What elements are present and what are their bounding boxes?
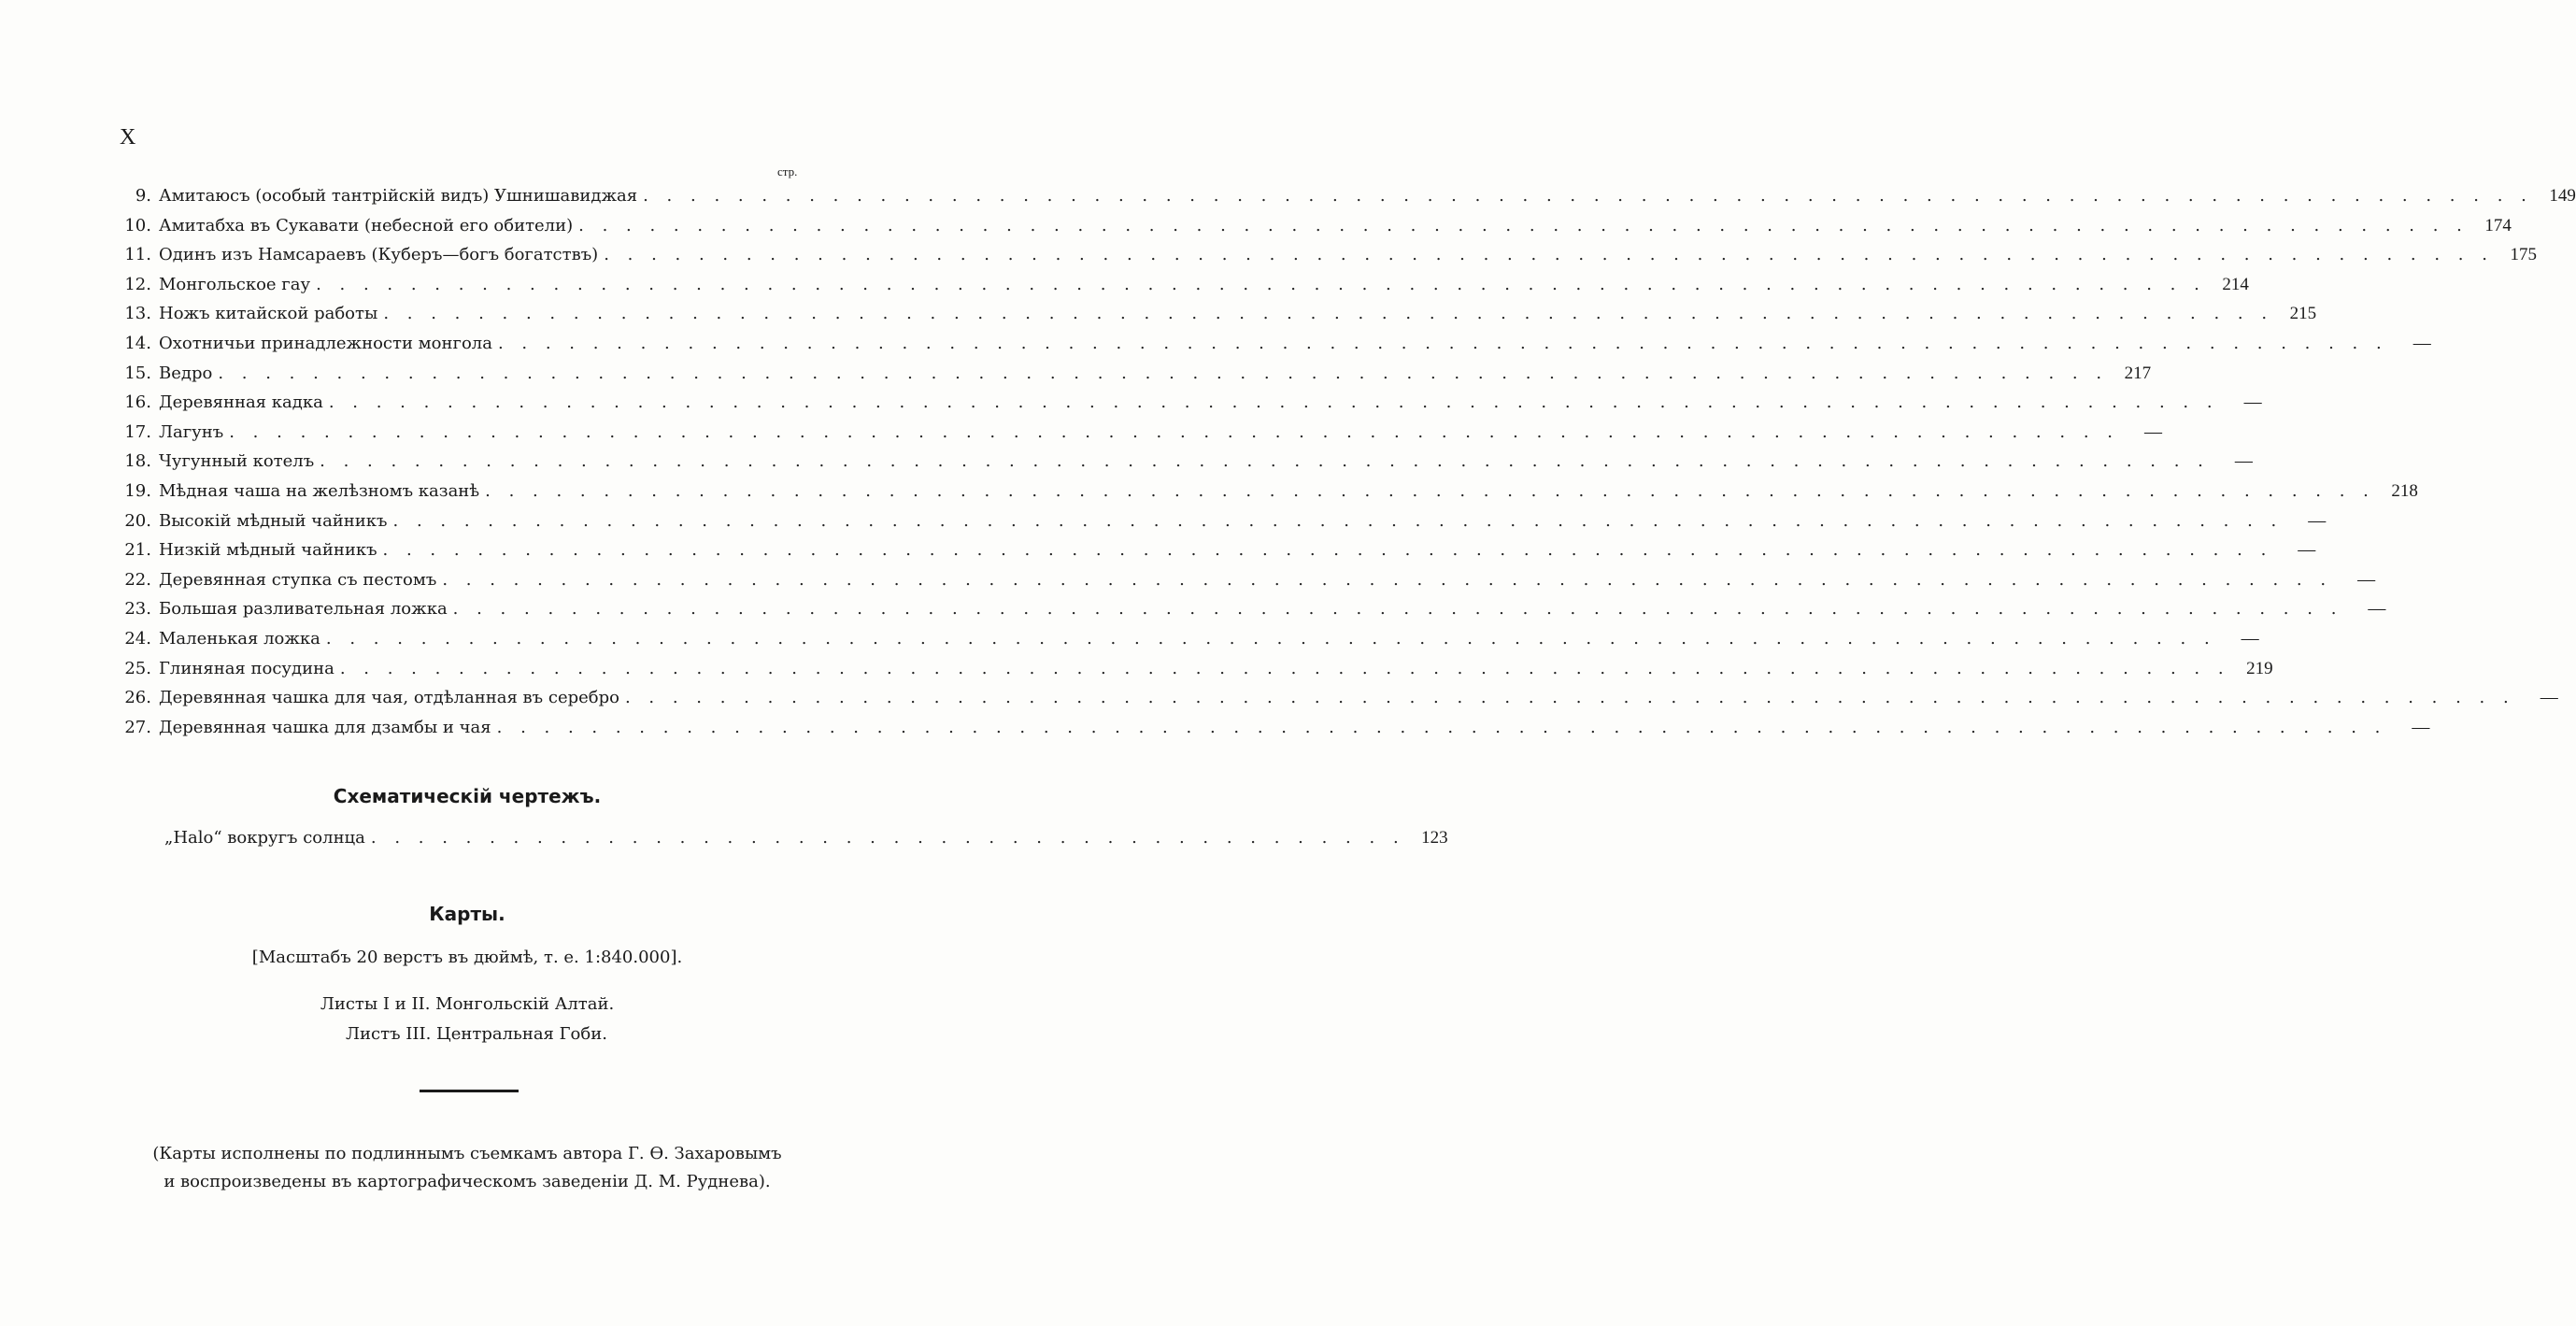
toc-row xyxy=(112,506,2327,536)
leader-dots: . . . . . . . . . . . . . . . . . . . . . . . . . . . . . . . . . . . . . . . . . . . . . . . . . . . . . . . . . . . . . . . . . . . . . . . . . . . . . . . . xyxy=(328,392,2219,413)
maps-sheet-1: Листы I и II. Монгольскій Алтай. xyxy=(320,994,615,1014)
leader-dots: . . . . . . . . . . . . . . . . . . . . . . . . . . . . . . . . . . . . . . . . . . . . . . . . . . . . . . . . . . . . . . . . . . . . . . . . . . . . . . . . xyxy=(578,215,2469,235)
toc-page: 149 xyxy=(2549,186,2576,206)
leader-dots: . . . . . . . . . . . . . . . . . . . . . . . . . . . . . . . . . . . . . . . . . . . . . . . . . . . . . . . . . . . . . . . . . . . . . . . . . . . . . . . . xyxy=(442,569,2333,590)
toc-title: Лагунъ xyxy=(159,421,224,442)
toc-title: Высокій мѣдный чайникъ xyxy=(159,510,388,531)
toc-number: 11. xyxy=(124,245,151,265)
toc-page: 219 xyxy=(2246,658,2273,678)
toc-title: Большая разливательная ложка xyxy=(159,599,448,620)
toc-page: — xyxy=(2241,628,2259,649)
toc-page: — xyxy=(2143,421,2162,442)
toc-page: — xyxy=(2412,717,2430,737)
toc-page: — xyxy=(2357,569,2376,590)
toc-number: 17. xyxy=(124,421,151,442)
toc-title: Ножъ китайской работы xyxy=(159,304,378,324)
toc-page: 215 xyxy=(2289,304,2317,324)
schematic-entry xyxy=(164,828,1448,848)
maps-heading: Карты. xyxy=(429,903,505,925)
footnote-line-1: (Карты исполнены по подлиннымъ съемкамъ автора Г. Ѳ. Захаровымъ xyxy=(152,1144,782,1163)
toc-row xyxy=(112,359,2152,389)
toc-row xyxy=(112,388,2262,418)
toc-page: — xyxy=(2368,599,2386,620)
toc-row xyxy=(112,299,2317,329)
toc-page: — xyxy=(2243,392,2262,413)
toc-page: — xyxy=(2308,510,2327,531)
toc-title: Деревянная ступка съ пестомъ xyxy=(159,569,437,590)
leader-dots: . . . . . . . . . . . . . . . . . . . . . . . . . . . . . . . . . . . . . . . . . . . . . . . . . . . . . . . . . . . . . . . . . . . . . . . . . . . . . . . . xyxy=(229,421,2119,442)
toc-row xyxy=(112,594,2386,624)
toc-page: 175 xyxy=(2510,245,2537,265)
schematic-heading: Схематическій чертежъ. xyxy=(333,785,602,807)
toc-title: Низкій мѣдный чайникъ xyxy=(159,540,377,561)
toc-row xyxy=(112,683,2558,713)
toc-number: 27. xyxy=(124,717,151,737)
toc-title: Деревянная чашка для чая, отдѣланная въ серебро xyxy=(159,688,619,708)
toc-title: Чугунный котелъ xyxy=(159,451,315,472)
toc-page: — xyxy=(2540,688,2558,708)
toc-row xyxy=(112,535,2316,565)
toc-number: 20. xyxy=(124,510,151,531)
toc-page: 217 xyxy=(2124,363,2152,383)
toc-row xyxy=(112,240,2537,270)
leader-dots: . . . . . . . . . . . . . . . . . . . . . . . . . . . . . . . . . . . . . . . . . . . . . . . . . . . . . . . . . . . . . . . . . . . . . . . . . . . . . . . . xyxy=(316,274,2206,294)
toc-number: 24. xyxy=(124,628,151,649)
toc-title: Глиняная посудина xyxy=(159,658,334,678)
toc-number: 22. xyxy=(124,569,151,590)
leader-dots: . . . . . . . . . . . . . . . . . . . . . . . . . . . . . . . . . . . . . . . . . . . . . . . . . . . . . . . . . . . . . . . . . . . . . . . . . . . . . . . . xyxy=(624,688,2515,708)
toc-number: 19. xyxy=(124,480,151,501)
page-column-label: стр. xyxy=(777,164,798,178)
toc-title: Деревянная кадка xyxy=(159,392,323,413)
toc-row xyxy=(112,270,2249,300)
toc-page: 218 xyxy=(2391,480,2418,501)
toc-number: 26. xyxy=(124,688,151,708)
toc-number: 23. xyxy=(124,599,151,620)
schematic-page: 123 xyxy=(1421,828,1448,848)
toc-number: 9. xyxy=(135,186,151,206)
leader-dots: . . . . . . . . . . . . . . . . . . . . . . . . . . . . . . . . . . . . . . . . . . . . . . . . . . . . . . . . . . . . . . . . . . . . . . . . . . . . . . . . xyxy=(218,363,2109,383)
toc-row xyxy=(112,447,2253,477)
toc-row xyxy=(112,329,2431,359)
toc-page: 214 xyxy=(2222,274,2249,294)
leader-dots: . . . . . . . . . . . . . . . . . . . . . . . . . . . . . . . . . . . . . . . . . . . . . . . . . . . . . . . . . . . . . . . . . . . . . . . . . . . . . . . . xyxy=(496,717,2387,737)
toc-list xyxy=(112,181,2576,742)
toc-number: 18. xyxy=(124,451,151,472)
toc-number: 13. xyxy=(124,304,151,324)
leader-dots: . . . . . . . . . . . . . . . . . . . . . . . . . . . . . . . . . . . . . . . . . . . . . . . . . . . . . . . . . . . . . . . . . . . . . . . . . . . . . . . . xyxy=(497,333,2388,353)
footnote-line-2: и воспроизведены въ картографическомъ заведеніи Д. М. Руднева). xyxy=(164,1172,771,1191)
leader-dots: . . . . . . . . . . . . . . . . . . . . . . . . . . . . . . . . . . . . . . . . . . . . . . . . . . . . . . . . . . . . . . . . . . . . . . . . . . . . . . . . xyxy=(604,245,2494,265)
toc-page: — xyxy=(2234,451,2253,472)
leader-dots: . . . . . . . . . . . . . . . . . . . . . . . . . . . . . . . . . . . . . . . . . . . . . . . . . . . . . . . . . . . . . . . . . . . . . . . . . . . . . . . . xyxy=(339,658,2230,678)
toc-number: 21. xyxy=(124,540,151,561)
toc-title: Охотничьи принадлежности монгола xyxy=(159,333,492,353)
leader-dots: . . . . . . . . . . . . . . . . . . . . . . . . . . . . . . . . . . . . . . . . . . . . . . . . . . . . . . . . . . . . . . . . . . . . . . . . . . . . . . . . xyxy=(320,451,2210,472)
toc-number: 12. xyxy=(124,274,151,294)
leader-dots: . . . . . . . . . . . . . . . . . . . . . . . . . . . . . . . . . . . . . . . . . . . . . . . . . . . . . . . . . . . . . . . . . . . . . . . . . . . . . . . . xyxy=(485,480,2375,501)
leader-dots: . . . . . . . . . . . . . . . . . . . . . . . . . . . . . . . . . . . . . . . . . . . . . . . . . . . . . . . . . . . . . . . . . . . . . . . . . . . . . . . . xyxy=(325,628,2216,649)
toc-row xyxy=(112,565,2376,595)
toc-title: Одинъ изъ Намсараевъ (Куберъ—богъ богатствъ) xyxy=(159,245,599,265)
toc-page: — xyxy=(2412,333,2431,353)
toc-title: Амитаюсъ (особый тантрійскій видъ) Ушнишавиджая xyxy=(159,186,638,206)
toc-row xyxy=(112,181,2576,211)
schematic-title: „Halo“ вокругъ солнца xyxy=(164,828,365,848)
leader-dots: . . . . . . . . . . . . . . . . . . . . . . . . . . . . . . . . . . . . . . . . . . . . . . . . . . . . . . . . . . . . . . . . . . . . . . . . . . . . . . . . xyxy=(382,540,2273,561)
toc-number: 16. xyxy=(124,392,151,413)
toc-title: Деревянная чашка для дзамбы и чая xyxy=(159,717,491,737)
toc-title: Амитабха въ Сукавати (небесной его обители) xyxy=(159,215,574,235)
toc-row xyxy=(112,713,2430,743)
leader-dots: . . . . . . . . . . . . . . . . . . . . . . . . . . . . . . . . . . . . . . . . . . . . . . . . . . . . . . . . . . . . . . . . . . . . . . . . . . . . . . . . xyxy=(452,599,2343,620)
toc-page: 174 xyxy=(2484,215,2512,235)
toc-row xyxy=(112,654,2273,684)
leader-dots: . . . . . . . . . . . . . . . . . . . . . . . . . . . . . . . . . . . . . . . . . . . . . . . . . . . . . . . . . . . . . . . . . . . . . . . . . . . . . . . . xyxy=(383,304,2274,324)
leader-dots: . . . . . . . . . . . . . . . . . . . . . . . . . . . . . . . . . . . . . . . . . . . . . . . . . . . . . . . . . . . . . . . . . . . . . . . . . . . . . . . . xyxy=(643,186,2533,206)
page-number: X xyxy=(120,125,136,150)
toc-title: Ведро xyxy=(159,363,213,383)
toc-number: 15. xyxy=(124,363,151,383)
divider-rule xyxy=(420,1090,519,1092)
toc-title: Мѣдная чаша на желѣзномъ казанѣ xyxy=(159,480,480,501)
toc-row xyxy=(112,211,2512,241)
maps-scale: [Масштабъ 20 верстъ въ дюймѣ, т. е. 1:840.000]. xyxy=(251,948,683,967)
toc-number: 25. xyxy=(124,658,151,678)
toc-row xyxy=(112,477,2418,506)
toc-number: 14. xyxy=(124,333,151,353)
toc-page: — xyxy=(2298,540,2316,561)
toc-row xyxy=(112,624,2259,654)
maps-sheet-2: Листъ III. Центральная Гоби. xyxy=(346,1024,607,1044)
toc-title: Маленькая ложка xyxy=(159,628,320,649)
toc-row xyxy=(112,418,2162,448)
toc-number: 10. xyxy=(124,215,151,235)
leader-dots: . . . . . . . . . . . . . . . . . . . . . . . . . . . . . . . . . . . . . . . . . . . . . . . . . . . . . . . . . . . . . . . . . . . . . . . . . . . . . . . . xyxy=(392,510,2284,531)
toc-title: Монгольское гау xyxy=(159,274,311,294)
leader-dots: . . . . . . . . . . . . . . . . . . . . . . . . . . . . . . . . . . . . . . . . . . . . xyxy=(370,828,1405,848)
